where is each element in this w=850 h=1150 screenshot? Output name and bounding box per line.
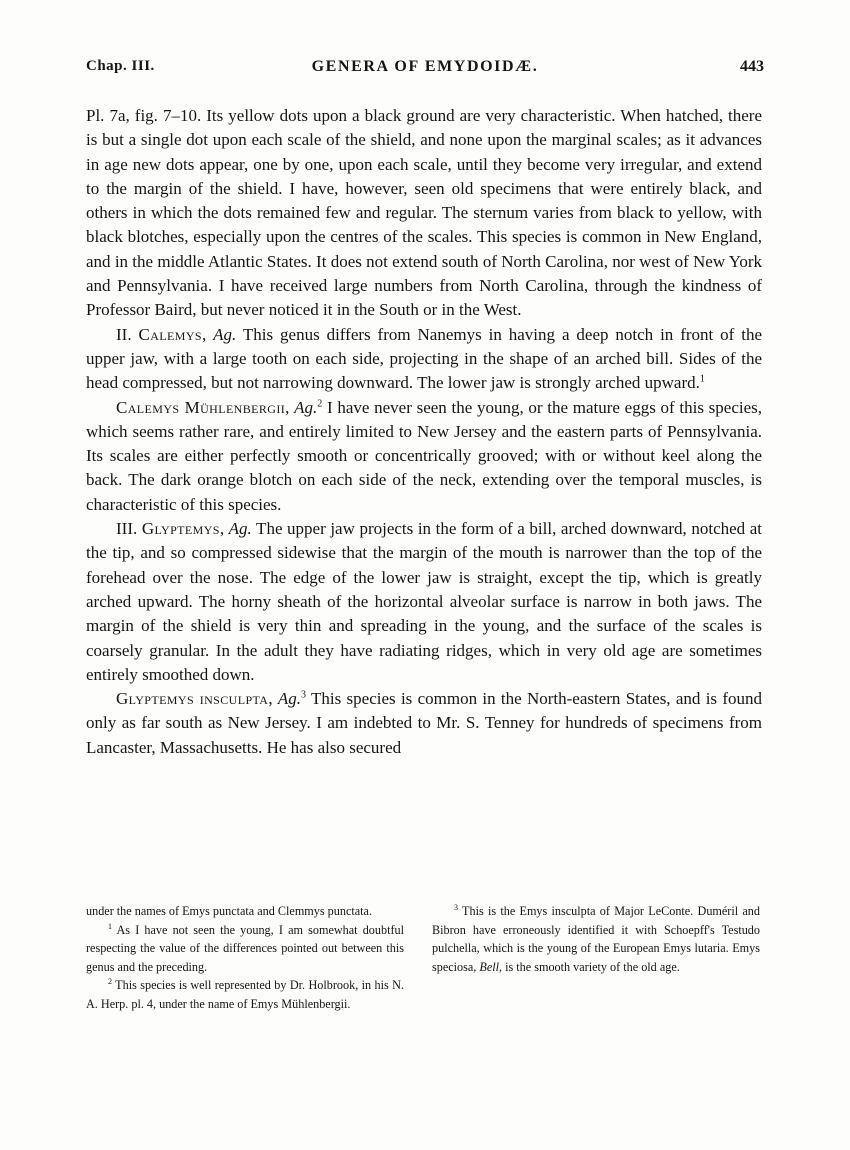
author-abbrev: Ag. xyxy=(294,397,318,417)
separator: , xyxy=(201,324,214,344)
footnote-1 xyxy=(86,921,404,977)
page-number: 443 xyxy=(740,58,764,75)
footnotes-right-column xyxy=(432,902,760,976)
footnote-ref-3[interactable]: 3 xyxy=(301,689,307,701)
running-header xyxy=(86,58,764,84)
genus-name: Calemys xyxy=(138,324,202,344)
footnote-3 xyxy=(432,902,760,976)
main-text xyxy=(86,104,762,760)
footnote-text: This is the Emys insculpta of Major LeConte. Duméril and Bibron have erroneously identified it with Schoepff's Testudo pulchella, which is the young of the European Emys lutaria. Emys speciosa, xyxy=(432,904,760,974)
footnote-mark-3: 3 xyxy=(454,902,458,912)
species-name: Glyptemys insculpta xyxy=(116,689,269,709)
footnote-mark-2: 2 xyxy=(108,977,112,987)
footnote-text: , is the smooth variety of the old age. xyxy=(499,959,680,974)
footnote-continuation: under the names of Emys punctata and Clemmys punctata. xyxy=(86,904,372,918)
running-title: GENERA OF EMYDOIDÆ. xyxy=(311,58,539,75)
genus-name: Glyptemys xyxy=(141,519,220,539)
footnote-ref-2[interactable]: 2 xyxy=(317,397,323,409)
paragraph-text: The upper jaw projects in the form of a bill, arched downward, notched at the tip, and so compressed sidewise that the margin of the mouth is narrower than the top of the forehead over the nose. The edge of the lower jaw is straight, except the tip, which is greatly arched upward. The horny sheath of the horizontal alveolar surface is narrow in both jaws. The margin of the shield is very thin and spreading in the young, and the surface of the scales is coarsely granular. In the adult they have radiating ridges, which in very old age are sometimes entirely smoothed down. xyxy=(86,519,763,684)
footnote-ref-1[interactable]: 1 xyxy=(699,373,705,385)
section-numeral: III. xyxy=(116,519,142,539)
footnote-text: This species is well represented by Dr. Holbrook, in his N. A. Herp. pl. 4, under the name of Emys Mühlenbergii. xyxy=(86,978,404,1011)
author-abbrev: Ag. xyxy=(228,519,252,539)
paragraph-text: This genus differs from Nanemys in having a deep notch in front of the upper jaw, with a large tooth on each side, projecting in the shape of an arched bill. Sides of the head compressed, but not narrowing downward. The lower jaw is strongly arched upward. xyxy=(86,324,763,393)
paragraph-glyptemys xyxy=(86,517,762,687)
species-name: Calemys Mühlenbergii xyxy=(116,397,286,417)
chapter-label: Chap. III. xyxy=(86,58,155,74)
author-abbrev: Ag. xyxy=(213,324,237,344)
separator: , xyxy=(268,689,278,709)
author-abbrev: Ag. xyxy=(277,689,302,709)
paragraph-glyptemys-insculpta xyxy=(86,687,762,760)
footnotes-left-column xyxy=(86,902,404,1014)
section-numeral: II. xyxy=(116,324,139,344)
footnote-mark-1: 1 xyxy=(108,921,112,931)
paragraph-emys-guttata-end: Pl. 7a, fig. 7–10. Its yellow dots upon a black ground are very characteristic. When hatched, there is but a single dot upon each scale of the shield, and none upon the marginal scales; as it advances in age new dots appear, one by one, upon each scale, until they become very irregular, and extend to the margin of the shield. I have, however, seen old specimens that were entirely black, and others in which the dots remained few and regular. The sternum varies from black to yellow, with black blotches, especially upon the centres of the scales. This species is common in New England, and in the middle Atlantic States. It does not extend south of North Carolina, nor west of New York and Pennsylvania. I have received large numbers from North Carolina, through the kindness of Professor Baird, but never noticed it in the South or in the West. xyxy=(86,106,762,320)
separator: , xyxy=(219,519,229,539)
footnote-text: As I have not seen the young, I am somewhat doubtful respecting the value of the differences pointed out between this genus and the preceding. xyxy=(86,922,404,974)
paragraph-text: This species is common in the North-eastern States, and is found only as far south as New Jersey. I am indebted to Mr. S. Tenney for hundreds of specimens from Lancaster, Massachusetts. He has also secured xyxy=(86,689,762,757)
paragraph-calemys-muhlenbergii xyxy=(86,396,762,517)
separator: , xyxy=(285,397,295,417)
footnote-2 xyxy=(86,976,404,1013)
paragraph-text: I have never seen the young, or the mature eggs of this species, which seems rather rare, and entirely limited to New Jersey and the eastern parts of Pennsylvania. Its scales are either perfectly smooth or concentrically grooved; with or without keel along the back. The dark orange blotch on each side of the neck, extending over the temporal muscles, is characteristic of this species. xyxy=(86,397,763,514)
paragraph-calemys xyxy=(86,323,762,396)
author-name: Bell xyxy=(479,959,500,974)
